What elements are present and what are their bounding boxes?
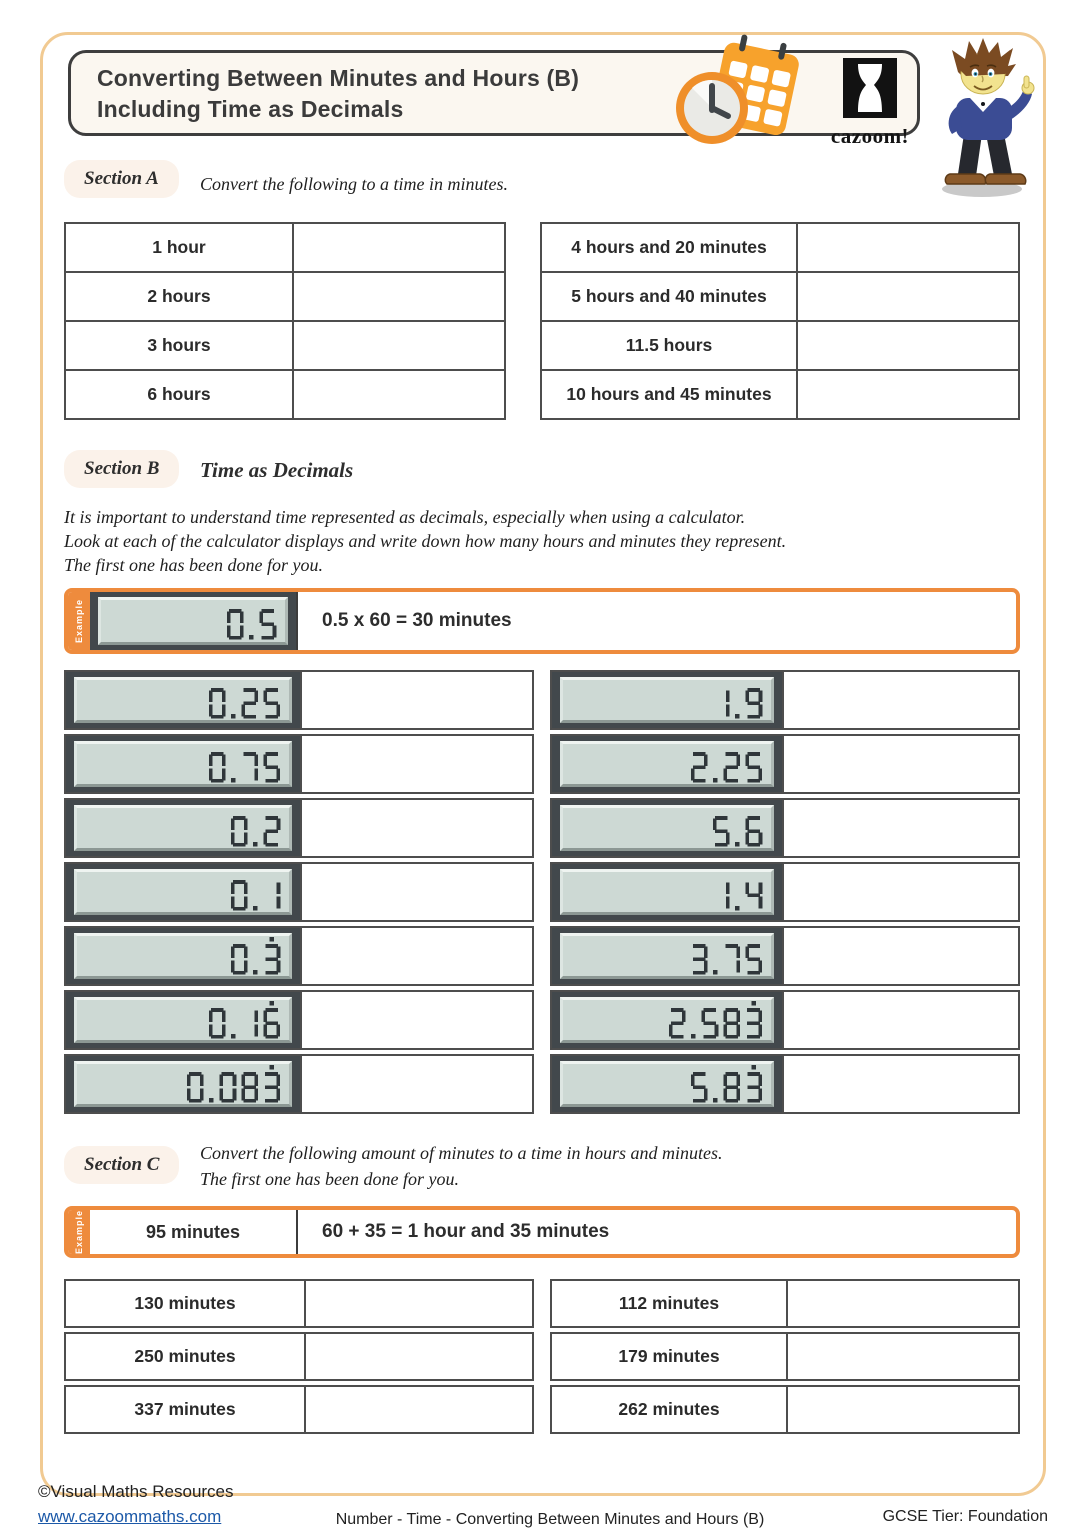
section-b-heading: Time as Decimals <box>200 458 354 482</box>
answer-cell <box>306 1281 532 1326</box>
student-mascot <box>924 36 1048 202</box>
question-label: 250 minutes <box>66 1334 306 1379</box>
answer-cell <box>784 1056 1018 1112</box>
answer-cell <box>294 322 504 369</box>
answer-cell <box>294 224 504 271</box>
section-c-instruction <box>200 1140 1020 1192</box>
section-b-label: Section B <box>64 450 179 488</box>
section-a-label-pill <box>64 160 179 198</box>
calculator-display <box>560 805 774 851</box>
question-label: 337 minutes <box>66 1387 306 1432</box>
table-row <box>550 1332 1020 1381</box>
example-answer: 0.5 x 60 = 30 minutes <box>322 610 512 631</box>
answer-cell <box>294 273 504 320</box>
calculator-display <box>74 997 292 1043</box>
intro-line: It is important to understand time represented as decimals, especially when using a calculator. <box>64 507 746 527</box>
table-row <box>550 990 1020 1050</box>
calculator-display <box>560 933 774 979</box>
calculator-frame <box>66 672 302 728</box>
instruction-line: The first one has been done for you. <box>200 1169 459 1189</box>
table-row <box>550 734 1020 794</box>
calculator-display <box>74 741 292 787</box>
answer-cell <box>302 672 532 728</box>
answer-cell <box>798 371 1018 418</box>
table-row <box>64 1279 534 1328</box>
table-row <box>64 670 534 730</box>
table-row <box>550 798 1020 858</box>
answer-cell <box>302 864 532 920</box>
section-c-label: Section C <box>64 1146 179 1184</box>
table-row <box>64 322 506 371</box>
calculator-frame <box>552 800 784 856</box>
question-label: 179 minutes <box>552 1334 788 1379</box>
calculator-frame <box>552 864 784 920</box>
calculator-frame <box>66 1056 302 1112</box>
question-label: 262 minutes <box>552 1387 788 1432</box>
answer-cell <box>798 273 1018 320</box>
question-label: 130 minutes <box>66 1281 306 1326</box>
example-tag: Example <box>68 592 90 650</box>
section-c-example-row <box>64 1206 1020 1258</box>
calculator-display <box>74 1061 292 1107</box>
section-a-left-table <box>64 222 506 420</box>
table-row <box>64 990 534 1050</box>
section-b-right-table <box>550 670 1020 1118</box>
answer-cell <box>784 928 1018 984</box>
section-b-intro <box>64 505 984 577</box>
answer-cell <box>788 1281 1018 1326</box>
answer-cell <box>798 224 1018 271</box>
footer-tier: GCSE Tier: Foundation <box>882 1508 1048 1525</box>
calculator-frame <box>552 1056 784 1112</box>
table-row <box>64 798 534 858</box>
table-row <box>64 1332 534 1381</box>
calculator-display <box>560 997 774 1043</box>
table-row <box>64 1385 534 1434</box>
section-c-label-pill <box>64 1146 179 1184</box>
answer-cell <box>784 736 1018 792</box>
section-a-label: Section A <box>64 160 179 198</box>
hourglass-icon <box>843 58 897 118</box>
cazoom-logo-text: cazoom! <box>830 124 910 148</box>
calculator-display <box>560 1061 774 1107</box>
table-row <box>550 1054 1020 1114</box>
intro-line: Look at each of the calculator displays and write down how many hours and minutes they represent. <box>64 531 787 551</box>
table-row <box>540 273 1020 322</box>
calculator-frame <box>552 992 784 1048</box>
calculator-frame <box>552 672 784 728</box>
calculator-frame <box>552 928 784 984</box>
answer-cell <box>302 800 532 856</box>
calculator-display <box>74 805 292 851</box>
calculator-frame <box>66 928 302 984</box>
question-label: 10 hours and 45 minutes <box>542 371 798 418</box>
question-label: 5 hours and 40 minutes <box>542 273 798 320</box>
question-label: 6 hours <box>66 371 294 418</box>
question-label: 11.5 hours <box>542 322 798 369</box>
answer-cell <box>306 1334 532 1379</box>
calculator-display <box>560 677 774 723</box>
section-c-right-table <box>550 1279 1020 1438</box>
section-a-right-table <box>540 222 1020 420</box>
answer-cell <box>302 928 532 984</box>
section-a-instruction: Convert the following to a time in minutes. <box>200 174 508 194</box>
answer-cell <box>294 371 504 418</box>
section-b-label-pill <box>64 450 179 488</box>
answer-cell <box>784 800 1018 856</box>
table-row <box>64 862 534 922</box>
table-row <box>550 862 1020 922</box>
calculator-display <box>74 869 292 915</box>
calculator-frame <box>552 736 784 792</box>
calculator-display <box>560 869 774 915</box>
answer-cell <box>784 672 1018 728</box>
calculator-display <box>74 933 292 979</box>
intro-line: The first one has been done for you. <box>64 555 323 575</box>
clock-calendar-icon <box>672 34 808 152</box>
question-label: 4 hours and 20 minutes <box>542 224 798 271</box>
question-label: 3 hours <box>66 322 294 369</box>
table-row <box>64 926 534 986</box>
answer-cell <box>798 322 1018 369</box>
question-label: 112 minutes <box>552 1281 788 1326</box>
calculator-frame <box>66 736 302 792</box>
table-row <box>64 734 534 794</box>
worksheet-title-line1: Converting Between Minutes and Hours (B) <box>97 65 580 91</box>
table-row <box>550 926 1020 986</box>
worksheet-title-line2: Including Time as Decimals <box>97 96 404 122</box>
calculator-frame <box>90 592 298 650</box>
section-b-left-table <box>64 670 534 1118</box>
answer-cell <box>784 992 1018 1048</box>
example-question: 95 minutes <box>90 1210 298 1254</box>
calculator-frame <box>66 864 302 920</box>
table-row <box>64 1054 534 1114</box>
table-row <box>540 222 1020 273</box>
example-answer: 60 + 35 = 1 hour and 35 minutes <box>322 1221 610 1242</box>
footer-topic: Number - Time - Converting Between Minutes and Hours (B) <box>335 1511 765 1528</box>
table-row <box>64 273 506 322</box>
table-row <box>550 1385 1020 1434</box>
calculator-display <box>560 741 774 787</box>
footer-website-link[interactable]: www.cazoommaths.com <box>38 1507 222 1526</box>
answer-cell <box>302 992 532 1048</box>
table-row <box>540 322 1020 371</box>
answer-cell <box>306 1387 532 1432</box>
calculator-display <box>98 597 288 645</box>
table-row <box>550 1279 1020 1328</box>
table-row <box>540 371 1020 420</box>
answer-cell <box>788 1334 1018 1379</box>
answer-cell <box>302 1056 532 1112</box>
footer-copyright: ©Visual Maths Resources <box>38 1482 234 1501</box>
example-tag: Example <box>68 1210 90 1254</box>
table-row <box>64 222 506 273</box>
section-c-left-table <box>64 1279 534 1438</box>
answer-cell <box>788 1387 1018 1432</box>
calculator-frame <box>66 992 302 1048</box>
calculator-frame <box>66 800 302 856</box>
answer-cell <box>302 736 532 792</box>
cazoom-logo <box>826 58 914 149</box>
instruction-line: Convert the following amount of minutes to a time in hours and minutes. <box>200 1143 723 1163</box>
section-b-example-row <box>64 588 1020 654</box>
calculator-display <box>74 677 292 723</box>
question-label: 1 hour <box>66 224 294 271</box>
question-label: 2 hours <box>66 273 294 320</box>
table-row <box>550 670 1020 730</box>
table-row <box>64 371 506 420</box>
answer-cell <box>784 864 1018 920</box>
